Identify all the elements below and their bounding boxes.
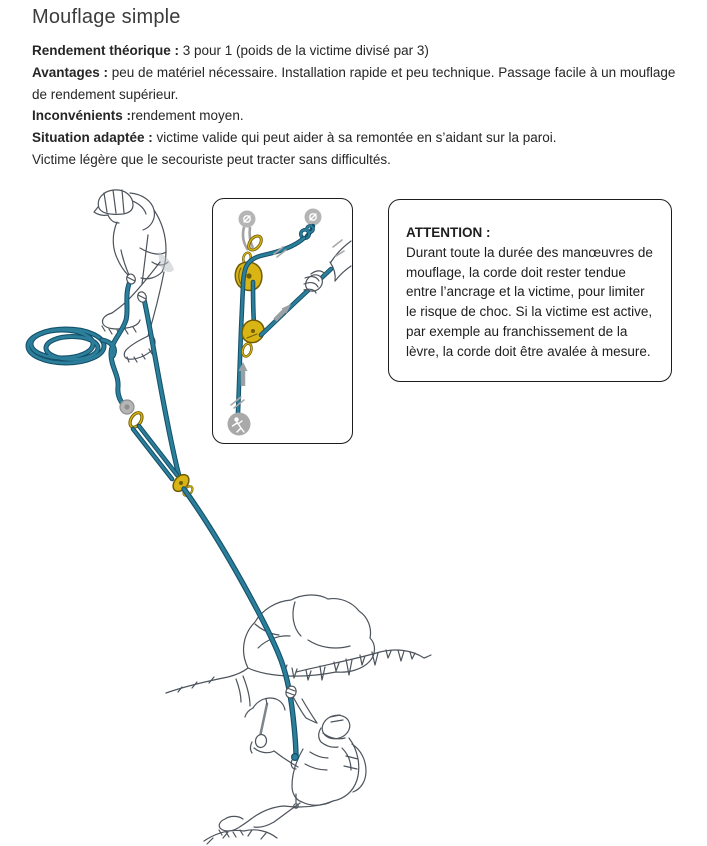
victim-figure — [204, 685, 366, 844]
rescuer-hands — [125, 273, 147, 303]
intro-line-avantages — [32, 62, 694, 106]
victim-backpack — [352, 744, 366, 792]
doubled-haul-strands — [133, 426, 177, 479]
carabiner-icon — [128, 411, 145, 430]
victim-boot — [219, 816, 243, 831]
travelling-pulley — [170, 472, 194, 498]
crevasse-lip — [166, 595, 431, 706]
carabiner-icon — [182, 485, 194, 498]
attention-body: Durant toute la durée des manœuvres de mouflage, la corde doit rester tendue entre l’ancrage et la victime, pour limiter le risque de choc. Si la victime est active, par exemple au franchissement de la lèvre, la corde doit être avalée à mesure. — [406, 245, 653, 359]
rescuer-boot — [102, 313, 140, 329]
rope-coil — [28, 329, 104, 363]
rescuer-boot — [124, 336, 155, 359]
victim-rope — [184, 489, 296, 757]
rescuer-helmet — [98, 190, 133, 214]
intro-value: victime valide qui peut aider à sa remontée en s’aidant sur la paroi. — [152, 130, 557, 146]
intro-value: 3 pour 1 (poids de la victime divisé par 3) — [179, 43, 429, 58]
technique-detail-inset-box — [212, 198, 353, 444]
victim-hand — [254, 734, 267, 749]
victim-helmet — [319, 712, 353, 743]
intro-label: Situation adaptée : — [32, 130, 153, 146]
intro-line-victime — [32, 149, 694, 171]
intro-value: rendement moyen. — [131, 108, 244, 124]
attention-heading: ATTENTION : — [406, 225, 491, 240]
intro-value: Victime légère que le secouriste peut tracter sans difficultés. — [32, 151, 391, 167]
anchor-icon — [120, 400, 134, 414]
serac-boulder — [244, 595, 375, 676]
intro-line-inconvenients — [32, 105, 694, 127]
intro-line-rendement — [32, 40, 694, 62]
attention-box — [388, 199, 672, 382]
intro-text — [32, 40, 694, 171]
rescuer-figure — [94, 190, 174, 362]
intro-value: peu de matériel nécessaire. Installation rapide et peu technique. Passage facile à un mouflage de rendement supérieur. — [32, 64, 676, 102]
tie-in-knot — [292, 754, 299, 761]
ice-axe-icon — [258, 704, 267, 746]
page-title: Mouflage simple — [32, 6, 181, 28]
intro-label: Inconvénients : — [32, 108, 132, 124]
intro-line-situation — [32, 127, 694, 149]
intro-label: Avantages : — [32, 64, 109, 80]
anchor-point — [120, 400, 144, 429]
victim-hand — [284, 685, 298, 700]
haul-rope — [102, 281, 179, 476]
intro-label: Rendement théorique : — [32, 43, 180, 58]
pulley-icon — [170, 472, 192, 495]
